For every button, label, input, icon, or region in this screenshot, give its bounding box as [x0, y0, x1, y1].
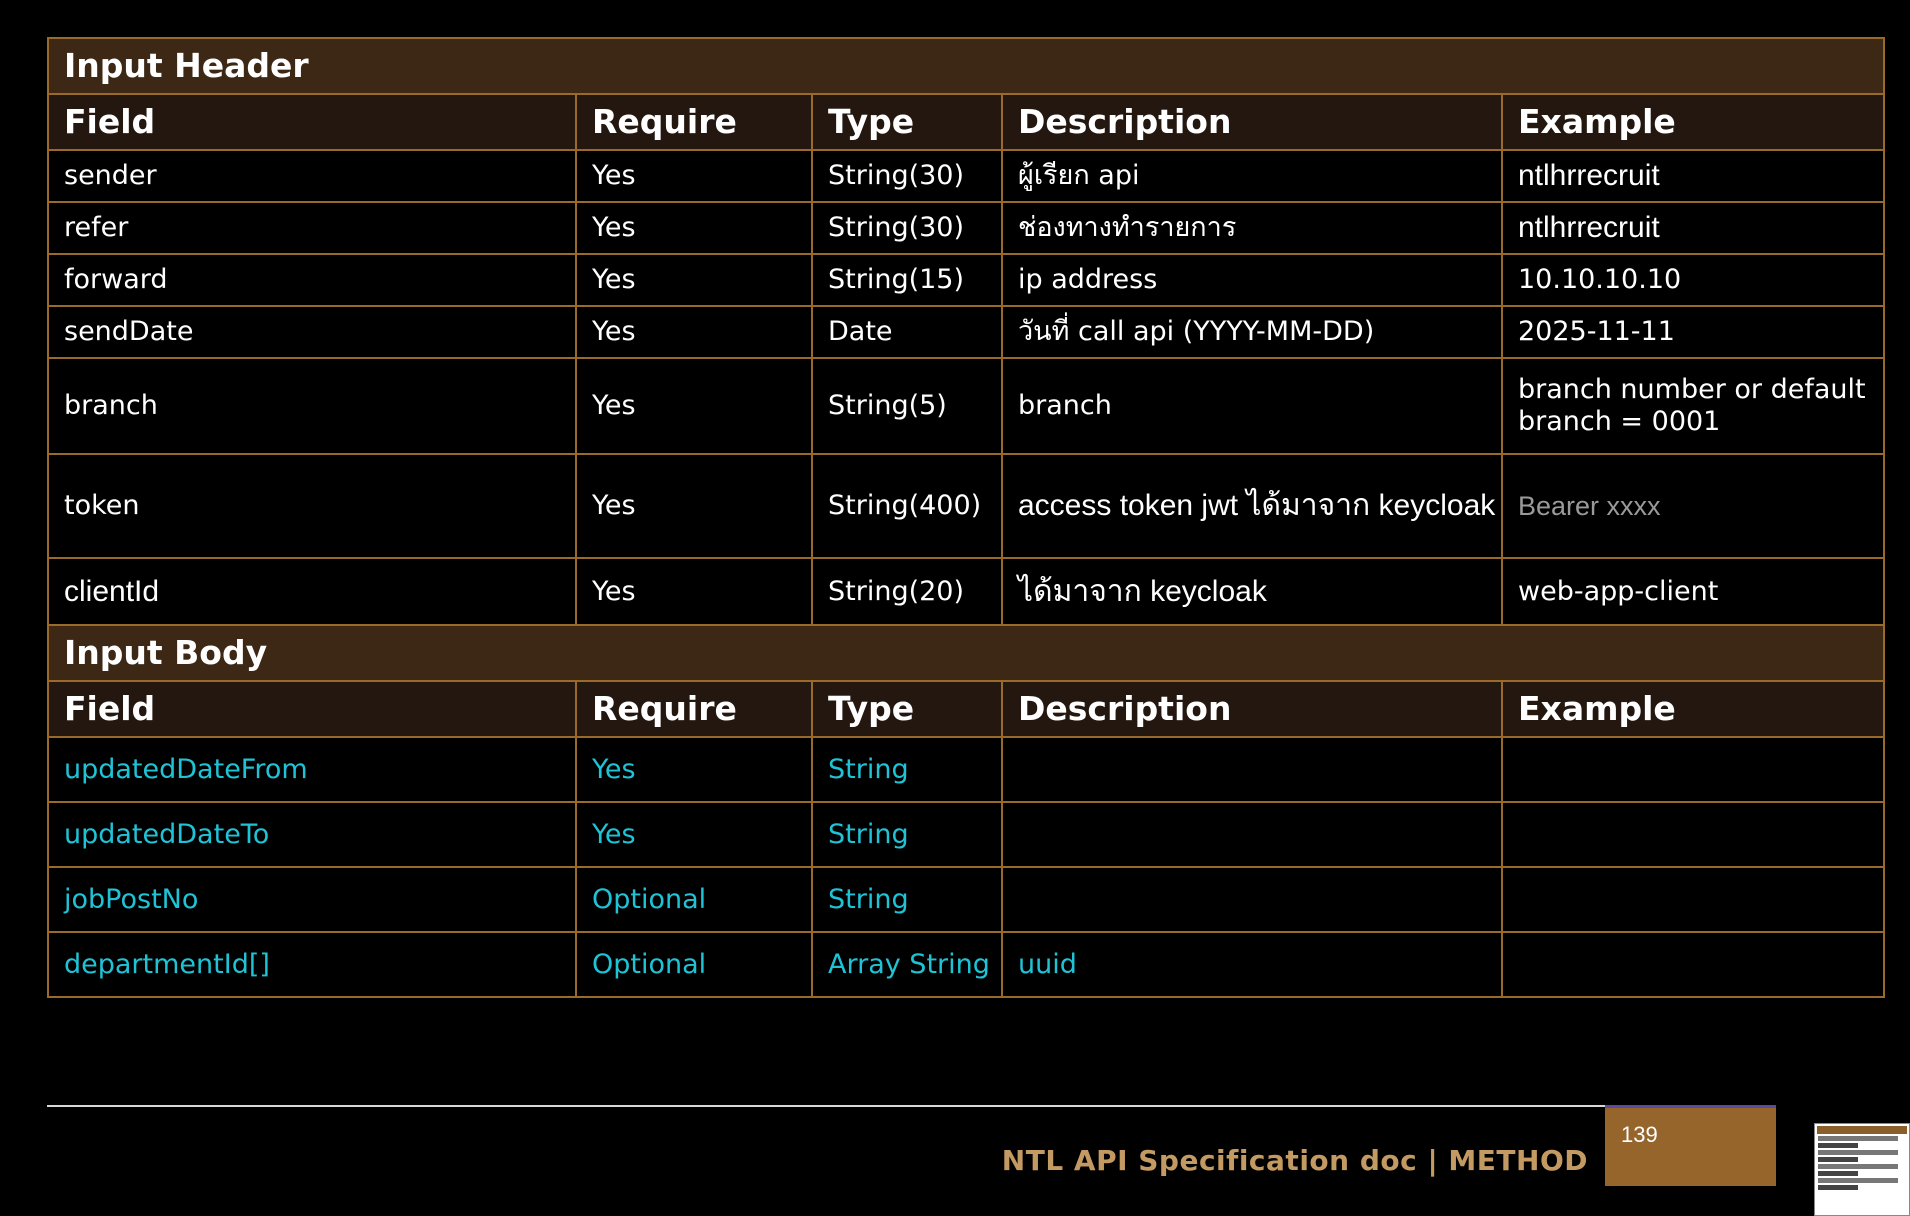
example-cell: branch number or default branch = 0001 — [1502, 358, 1884, 454]
table-row — [48, 202, 1884, 254]
description-cell: ช่องทางทำรายการ — [1002, 202, 1502, 254]
type-cell: String(400) — [812, 454, 1002, 558]
require-cell: Optional — [576, 932, 812, 997]
require-cell: Yes — [576, 150, 812, 202]
table-row — [48, 932, 1884, 997]
require-cell: Yes — [576, 202, 812, 254]
column-header-description: Description — [1002, 94, 1502, 150]
require-cell: Yes — [576, 254, 812, 306]
description-cell: วันที่ call api (YYYY-MM-DD) — [1002, 306, 1502, 358]
column-header-description: Description — [1002, 681, 1502, 737]
column-header-require: Require — [576, 94, 812, 150]
require-cell: Yes — [576, 558, 812, 625]
type-cell: String — [812, 802, 1002, 867]
type-cell: Date — [812, 306, 1002, 358]
require-cell: Yes — [576, 306, 812, 358]
example-cell — [1502, 737, 1884, 802]
thumbnail-line — [1818, 1150, 1898, 1155]
table-row — [48, 867, 1884, 932]
description-cell: ip address — [1002, 254, 1502, 306]
example-cell: 2025-11-11 — [1502, 306, 1884, 358]
header-column-header-row — [48, 94, 1884, 150]
field-cell: branch — [48, 358, 576, 454]
thumbnail-line — [1818, 1185, 1858, 1190]
require-cell: Yes — [576, 358, 812, 454]
example-cell: Bearer xxxx — [1502, 454, 1884, 558]
require-cell: Optional — [576, 867, 812, 932]
column-header-type: Type — [812, 681, 1002, 737]
type-cell: String(30) — [812, 202, 1002, 254]
description-cell: ผู้เรียก api — [1002, 150, 1502, 202]
description-cell — [1002, 867, 1502, 932]
description-cell: access token jwt ได้มาจาก keycloak — [1002, 454, 1502, 558]
require-cell: Yes — [576, 737, 812, 802]
table-row — [48, 306, 1884, 358]
example-cell — [1502, 802, 1884, 867]
thumbnail-header-bar — [1817, 1126, 1907, 1134]
column-header-field: Field — [48, 94, 576, 150]
type-cell: String(5) — [812, 358, 1002, 454]
description-cell: ได้มาจาก keycloak — [1002, 558, 1502, 625]
type-cell: String(30) — [812, 150, 1002, 202]
field-cell: jobPostNo — [48, 867, 576, 932]
column-header-field: Field — [48, 681, 576, 737]
example-cell — [1502, 867, 1884, 932]
input-header-title: Input Header — [48, 38, 1884, 94]
field-cell: sendDate — [48, 306, 576, 358]
description-cell: branch — [1002, 358, 1502, 454]
page-number: 139 — [1621, 1122, 1658, 1147]
field-cell: refer — [48, 202, 576, 254]
field-cell: sender — [48, 150, 576, 202]
table-row — [48, 737, 1884, 802]
input-header-section-row — [48, 38, 1884, 94]
field-cell: forward — [48, 254, 576, 306]
thumbnail-line — [1818, 1136, 1898, 1141]
type-cell: String(15) — [812, 254, 1002, 306]
example-cell: ntlhrrecruit — [1502, 150, 1884, 202]
require-cell: Yes — [576, 454, 812, 558]
column-header-type: Type — [812, 94, 1002, 150]
table-row — [48, 558, 1884, 625]
example-cell: web-app-client — [1502, 558, 1884, 625]
field-cell: token — [48, 454, 576, 558]
thumbnail-line — [1818, 1157, 1858, 1162]
slide-thumbnail[interactable] — [1814, 1123, 1910, 1216]
table-row — [48, 802, 1884, 867]
table-row — [48, 254, 1884, 306]
table-row — [48, 358, 1884, 454]
column-header-example: Example — [1502, 94, 1884, 150]
type-cell: String — [812, 867, 1002, 932]
type-cell: Array String — [812, 932, 1002, 997]
thumbnail-line — [1818, 1164, 1898, 1169]
example-cell: 10.10.10.10 — [1502, 254, 1884, 306]
thumbnail-line — [1818, 1143, 1858, 1148]
field-cell: clientId — [48, 558, 576, 625]
type-cell: String — [812, 737, 1002, 802]
page-number-box — [1605, 1105, 1776, 1186]
require-cell: Yes — [576, 802, 812, 867]
body-column-header-row — [48, 681, 1884, 737]
column-header-example: Example — [1502, 681, 1884, 737]
footer-title: NTL API Specification doc | METHOD — [1001, 1144, 1588, 1177]
description-cell — [1002, 737, 1502, 802]
table-row — [48, 150, 1884, 202]
thumbnail-line — [1818, 1171, 1858, 1176]
table-row — [48, 454, 1884, 558]
field-cell: departmentId[] — [48, 932, 576, 997]
type-cell: String(20) — [812, 558, 1002, 625]
input-body-section-row — [48, 625, 1884, 681]
field-cell: updatedDateTo — [48, 802, 576, 867]
description-cell — [1002, 802, 1502, 867]
footer-divider — [47, 1105, 1605, 1107]
field-cell: updatedDateFrom — [48, 737, 576, 802]
api-spec-table — [47, 37, 1885, 998]
example-cell — [1502, 932, 1884, 997]
description-cell: uuid — [1002, 932, 1502, 997]
input-body-title: Input Body — [48, 625, 1884, 681]
example-cell: ntlhrrecruit — [1502, 202, 1884, 254]
thumbnail-line — [1818, 1178, 1898, 1183]
column-header-require: Require — [576, 681, 812, 737]
